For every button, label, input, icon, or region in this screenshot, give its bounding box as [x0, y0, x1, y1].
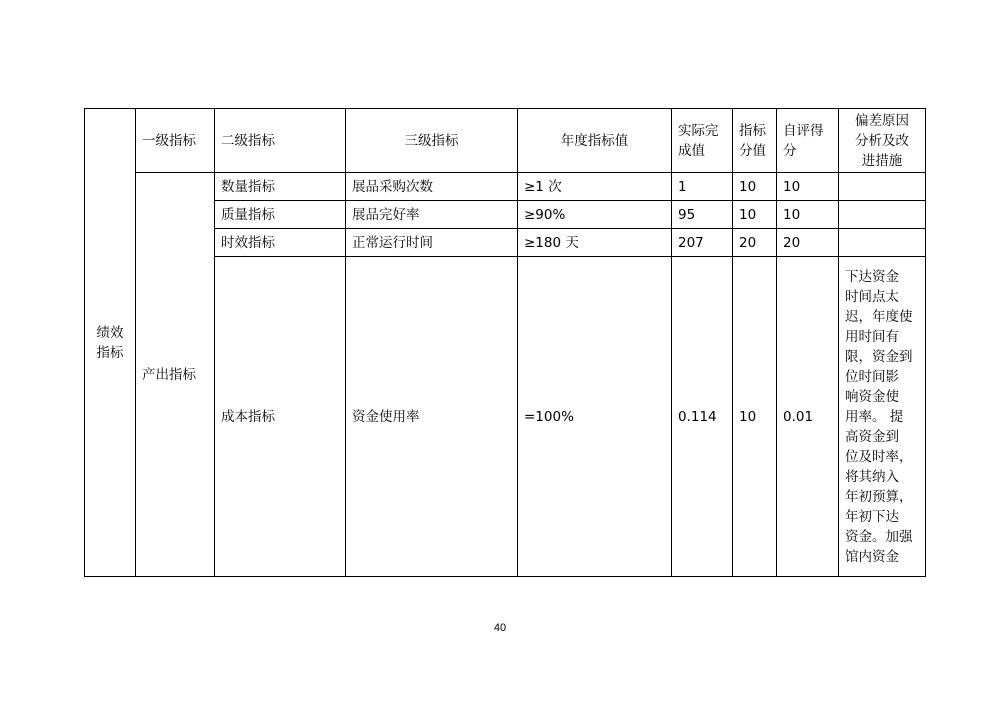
header-score: [733, 109, 777, 173]
deviation-line: 将其纳入: [845, 468, 899, 485]
row-level3: 正常运行时间: [346, 229, 518, 257]
header-actual-line-1: 实际完: [678, 122, 719, 139]
row-target: ≥1 次: [518, 173, 672, 201]
header-deviation: [839, 109, 926, 173]
header-dev-line-3: 进措施: [861, 152, 903, 169]
deviation-line: 用率。 提: [845, 408, 904, 425]
row-level3: 资金使用率: [346, 257, 518, 577]
deviation-line: 响资金使: [845, 388, 899, 405]
row-self-score: 10: [777, 201, 839, 229]
row-level2: 成本指标: [215, 257, 346, 577]
header-actual: [672, 109, 733, 173]
row-actual: 207: [672, 229, 733, 257]
row-level2: 质量指标: [215, 201, 346, 229]
row-self-score: 10: [777, 173, 839, 201]
performance-indicator-table: [84, 108, 926, 577]
row-score: 10: [733, 257, 777, 577]
row-level3: 展品采购次数: [346, 173, 518, 201]
table-row: [85, 173, 926, 201]
row-deviation-analysis: [839, 257, 926, 577]
header-self-score: [777, 109, 839, 173]
header-score-line-1: 指标: [739, 122, 766, 139]
header-annual-target: 年度指标值: [518, 109, 672, 173]
header-self-line-1: 自评得: [783, 122, 824, 139]
deviation-line: 位及时率，: [845, 448, 913, 465]
row-score: 20: [733, 229, 777, 257]
deviation-line: 下达资金: [845, 268, 899, 285]
row-score: 10: [733, 173, 777, 201]
category-line-2: 指标: [96, 344, 124, 361]
deviation-line: 年初下达: [845, 508, 899, 525]
row-deviation: [839, 201, 926, 229]
row-self-score: 20: [777, 229, 839, 257]
deviation-line: 年初预算，: [845, 488, 913, 505]
deviation-line: 资金。加强: [845, 528, 913, 545]
page-number: 40: [493, 622, 507, 634]
row-actual: 95: [672, 201, 733, 229]
header-self-line-2: 分: [783, 142, 797, 159]
header-level3: 三级指标: [346, 109, 518, 173]
deviation-line: 迟，年度使: [845, 308, 913, 325]
deviation-line: 用时间有: [845, 328, 899, 345]
header-dev-line-2: 分析及改: [855, 132, 909, 149]
row-deviation: [839, 173, 926, 201]
row-actual: 1: [672, 173, 733, 201]
header-level1: 一级指标: [136, 109, 215, 173]
row-level3: 展品完好率: [346, 201, 518, 229]
header-actual-line-2: 成值: [678, 142, 705, 159]
deviation-line: 馆内资金: [845, 548, 899, 565]
header-dev-line-1: 偏差原因: [855, 112, 909, 129]
row-target: ≥180 天: [518, 229, 672, 257]
row-level2: 数量指标: [215, 173, 346, 201]
deviation-line: 位时间影: [845, 368, 899, 385]
deviation-line: 限，资金到: [845, 348, 913, 365]
row-level2: 时效指标: [215, 229, 346, 257]
category-cell: [85, 109, 136, 577]
deviation-line: 时间点太: [845, 288, 899, 305]
row-target: ≥90%: [518, 201, 672, 229]
row-target: =100%: [518, 257, 672, 577]
header-level2: 二级指标: [215, 109, 346, 173]
header-score-line-2: 分值: [739, 142, 766, 159]
level1-value-cell: 产出指标: [136, 173, 215, 577]
deviation-line: 高资金到: [845, 428, 899, 445]
row-actual: 0.114: [672, 257, 733, 577]
category-line-1: 绩效: [96, 324, 124, 341]
row-deviation: [839, 229, 926, 257]
row-score: 10: [733, 201, 777, 229]
row-self-score: 0.01: [777, 257, 839, 577]
header-row: [85, 109, 926, 173]
